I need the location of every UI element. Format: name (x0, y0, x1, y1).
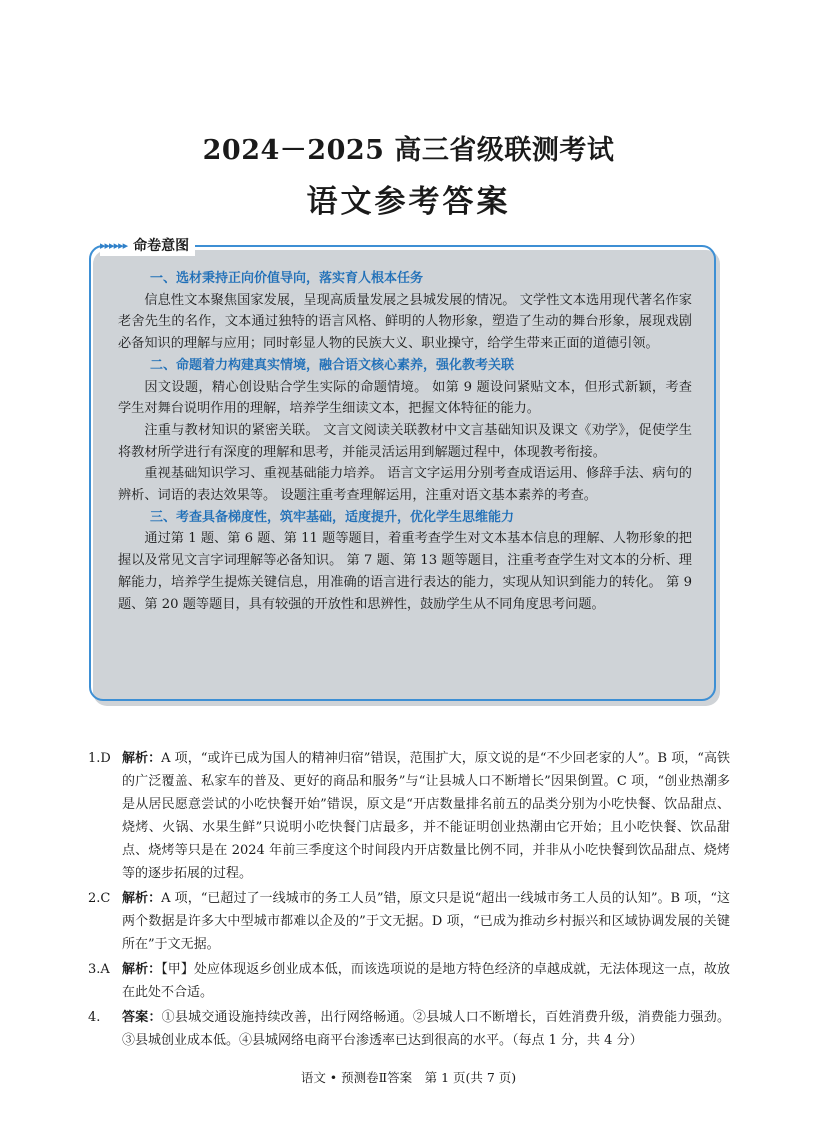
answer-label: 解析： (122, 751, 162, 766)
intent-label: 命卷意图 (133, 238, 190, 254)
section-paragraph: 信息性文本聚焦国家发展，呈现高质量发展之县城发展的情况。 文学性文本选用现代著名作家老舍先生的名作，文本通过独特的语言风格、鲜明的人物形象，塑造了生动的舞台形象，展现戏剧必备知识的理解与应用；同时彰显人物的民族大义、职业操守，给学生带来正面的道德引领。 (118, 292, 692, 352)
section-paragraph: 注重与教材知识的紧密关联。 文言文阅读关联教材中文言基础知识及课文《劝学》，促使学生将教材所学进行有深度的理解和思考，并能灵活运用到解题过程中，体现教考衔接。 (118, 422, 692, 460)
document-title: 2024－2025 高三省级联测考试 (202, 135, 615, 166)
answer-label: 解析： (122, 891, 162, 906)
answer-number: 2.C (88, 891, 111, 906)
intent-body (118, 268, 692, 615)
answer-item (88, 958, 730, 1004)
answer-text: 【甲】处应体现返乡创业成本低，而该选项说的是地方特色经济的卓越成就，无法体现这一点，故放在此处不合适。 (122, 962, 730, 1000)
section-heading: 二、命题着力构建真实情境，融合语文核心素养，强化教考关联 (150, 357, 515, 373)
section-paragraph: 通过第 1 题、第 6 题、第 11 题等题目，着重考查学生对文本基本信息的理解、人物形象的把握以及常见文言字词理解等必备知识。 第 7 题、第 13 题等题目，注重考查学生对文本的分析、理解能力，培养学生提炼关键信息，用准确的语言进行表达的能力，实现从知识到能力的转化。 第 9 题、第 20 题等题目，具有较强的开放性和思辨性，鼓励学生从不同角度思考问题。 (118, 531, 692, 612)
answer-label: 答案： (122, 1010, 162, 1025)
answer-text: ①县城交通设施持续改善，出行网络畅通。②县城人口不断增长，百姓消费升级，消费能力强劲。③县城创业成本低。④县城网络电商平台渗透率已达到很高的水平。（每点 1 分，共 4 分） (122, 1010, 730, 1048)
answer-number: 3.A (88, 962, 110, 977)
answer-item (88, 1006, 730, 1052)
section-heading: 三、考查具备梯度性，筑牢基础，适度提升，优化学生思维能力 (150, 509, 515, 525)
arrows-icon: ▸▸▸▸▸▸ (100, 238, 128, 252)
answer-text: A 项，“或许已成为国人的精神归宿”错误，范围扩大，原文说的是“不少回老家的人”。B 项，“高铁的广泛覆盖、私家车的普及、更好的商品和服务”与“让县城人口不断增长”因果倒置。C 项，“创业热潮多是从居民愿意尝试的小吃快餐开始”错误，原文是“开店数量排名前五的品类分别为小吃快餐、饮品甜点、烧烤、火锅、水果生鲜”只说明小吃快餐门店最多，并不能证明创业热潮由它开始；且小吃快餐、饮品甜点、烧烤等只是在 2024 年前三季度这个时间段内开店数量比例不同，并非从小吃快餐到饮品甜点、烧烤等的逐步拓展的过程。 (122, 751, 730, 881)
answer-number: 4. (88, 1010, 101, 1025)
answer-list (88, 747, 730, 1054)
answer-label: 解析： (122, 962, 162, 977)
section-paragraph: 因文设题，精心创设贴合学生实际的命题情境。 如第 9 题设问紧贴文本，但形式新颖，考查学生对舞台说明作用的理解，培养学生细读文本，把握文体特征的能力。 (118, 379, 692, 417)
answer-number: 1.D (88, 751, 111, 766)
answer-item (88, 747, 730, 885)
document-subtitle: 语文参考答案 (306, 184, 511, 220)
intent-header (100, 234, 195, 256)
answer-text: A 项，“已超过了一线城市的务工人员”错，原文只是说“超出一线城市务工人员的认知”。B 项，“这两个数据是许多大中型城市都难以企及的”于文无据。D 项，“已成为推动乡村振兴和区域协调发展的关键所在”于文无据。 (122, 891, 730, 952)
page-footer: 语文 • 预测卷Ⅱ答案 第 1 页(共 7 页) (300, 1070, 517, 1085)
answer-item (88, 887, 730, 956)
section-heading: 一、选材秉持正向价值导向，落实育人根本任务 (150, 271, 424, 286)
section-paragraph: 重视基础知识学习、重视基础能力培养。 语言文字运用分别考查成语运用、修辞手法、病句的辨析、词语的表达效果等。 设题注重考查理解运用，注重对语文基本素养的考查。 (118, 466, 692, 504)
